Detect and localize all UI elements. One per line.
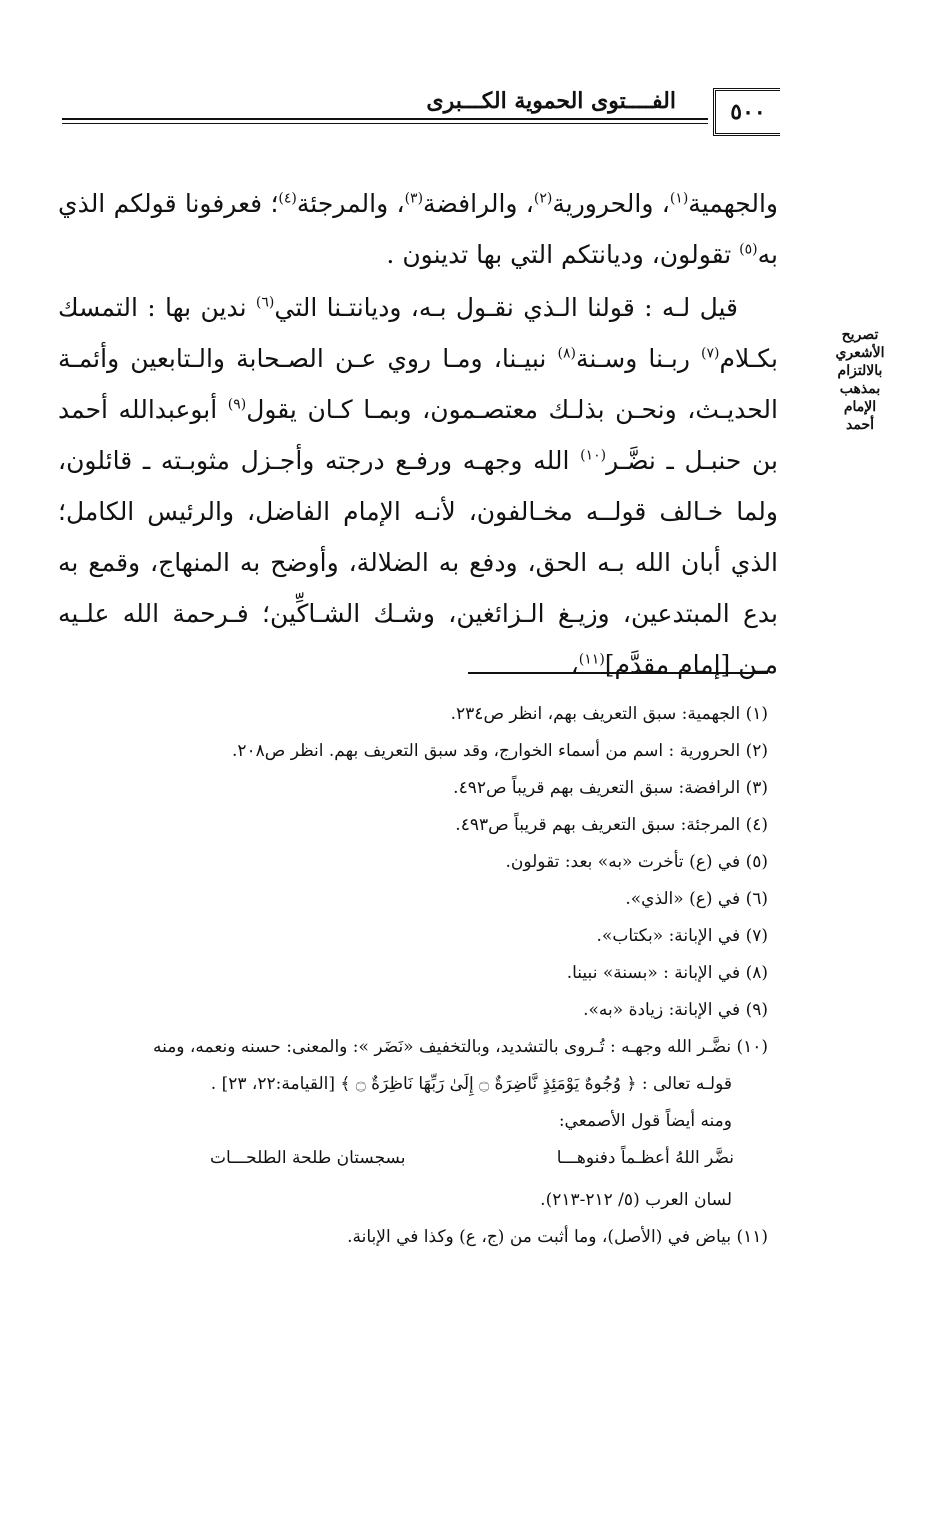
paragraph-1: والجهمية$^{(١)}$، والحرورية$^{(٢)}$، والرافضة$^{(٣)}$، والمرجئة$^{(٤)}$؛ فعرفونا قولكم الذي به$^{(٥)}$ تقولون، وديانتكم التي بها تدينون . xyxy=(58,189,778,269)
paragraph-2: قيل لـه : قولنا الـذي نقـول بـه، وديانتـنا التي$^{(٦)}$ ندين بها : التمسك بكـلام$^{(٧)}$ ربـنا وسـنة$^{(٨)}$ نبيـنا، ومـا روي عـن الصـحابة والـتابعين وأئمـة الحديـث، ونحـن بذلـك معتصـمون، وبمـا كـان يقول$^{(٩)}$ أبوعبدالله أحمد بن حنبـل ـ نضَّـر$^{(١٠)}$ الله وجهـه ورفـع درجته وأجـزل مثوبـته ـ قائلون، ولما خـالف قولــه مخـالفون، لأنـه الإمام الفاضل، والرئيس الكامل؛ الذي أبان الله بـه الحق، ودفع به الضلالة، وأوضح به المنهاج، وقمع به بدع المبتدعين، وزيـغ الـزائغين، وشـك الشـاكِّين؛ فـرحمة الله علـيه مـن [إمام مقدَّم]$^{(١١)}$، xyxy=(58,293,779,679)
footnotes xyxy=(50,700,768,1260)
main-text xyxy=(58,178,778,690)
footnote-10-source: لسان العرب (٥/ ٢١٢-٢١٣). xyxy=(540,1190,732,1210)
verse-hemistich-2: بسجستان طلحة الطلحـــات xyxy=(210,1148,406,1168)
footnote-10-asmai: ومنه أيضاً قول الأصمعي: xyxy=(558,1111,732,1131)
footnote-11: (١١) بياض في (الأصل)، وما أثبت من (ج، ع) وكذا في الإبانة. xyxy=(347,1227,768,1247)
footnote-ref[interactable]: (١١) xyxy=(578,651,605,668)
footnote-2: (٢) الحرورية : اسم من أسماء الخوارج، وقد سبق التعريف بهم. انظر ص٢٠٨. xyxy=(231,741,768,761)
footnote-ref[interactable]: (٢) xyxy=(533,190,553,207)
footnote-ref[interactable]: (٦) xyxy=(255,294,275,311)
footnote-separator xyxy=(468,672,768,674)
footnote-ref[interactable]: (١٠) xyxy=(580,447,607,464)
footnote-1: (١) الجهمية: سبق التعريف بهم، انظر ص٢٣٤. xyxy=(450,704,768,724)
page-header xyxy=(62,88,780,134)
footnote-8: (٨) في الإبانة : «بسنة» نبينا. xyxy=(566,963,768,983)
footnote-6: (٦) في (ع) «الذي». xyxy=(625,889,768,909)
footnote-4: (٤) المرجئة: سبق التعريف بهم قريباً ص٤٩٣. xyxy=(455,815,768,835)
page-number: ٥٠٠ xyxy=(713,88,780,136)
footnote-9: (٩) في الإبانة: زيادة «به». xyxy=(583,1000,768,1020)
footnote-10-verse-ref: قولـه تعالى : ﴿ وُجُوهٌ يَوْمَئِذٍ نَّاضِرَةٌ ۝ إِلَىٰ رَبِّهَا نَاظِرَةٌ ۝ ﴾ [القيامة:٢٢، ٢٣] . xyxy=(210,1074,732,1094)
running-title: الفــــتوى الحموية الكـــبرى xyxy=(426,88,676,114)
footnote-10: (١٠) نضَّـر الله وجهـه : تُـروى بالتشديد، وبالتخفيف «نَضَر »: والمعنى: حسنه ونعمه، ومنه xyxy=(152,1037,768,1057)
footnote-ref[interactable]: (٥) xyxy=(739,241,758,258)
footnote-ref[interactable]: (٧) xyxy=(701,345,720,362)
footnote-7: (٧) في الإبانة: «بكتاب». xyxy=(596,926,768,946)
footnote-ref[interactable]: (٤) xyxy=(278,190,297,207)
verse-hemistich-1: نضَّر اللهُ أعظـماً دفنوهـــا xyxy=(556,1148,734,1168)
footnote-3: (٣) الرافضة: سبق التعريف بهم قريباً ص٤٩٢. xyxy=(453,778,768,798)
header-rule xyxy=(62,118,708,124)
footnote-ref[interactable]: (١) xyxy=(669,190,689,207)
footnote-ref[interactable]: (٨) xyxy=(557,345,576,362)
margin-note: تصريح الأشعري بالالتزام بمذهب الإمام أحمد xyxy=(835,327,885,433)
footnote-ref[interactable]: (٣) xyxy=(404,190,424,207)
poetry-verse xyxy=(50,1144,768,1172)
footnote-ref[interactable]: (٩) xyxy=(227,396,247,413)
footnote-5: (٥) في (ع) تأخرت «به» بعد: تقولون. xyxy=(505,852,768,872)
